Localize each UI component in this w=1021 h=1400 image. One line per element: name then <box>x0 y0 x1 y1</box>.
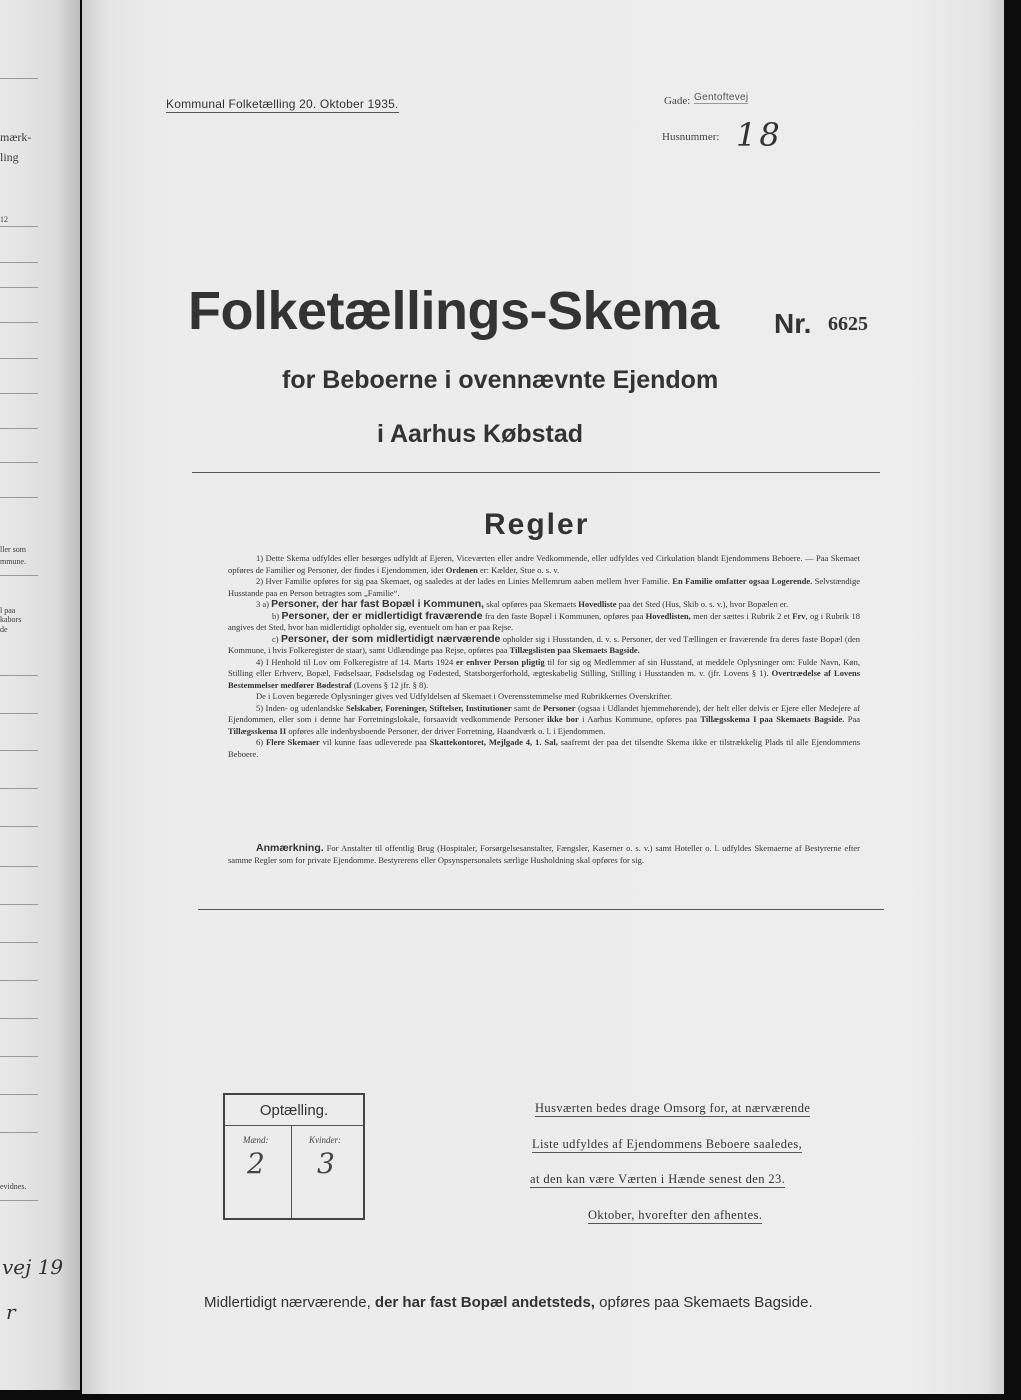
form-subtitle: for Beboerne i ovennævnte Ejendom <box>282 366 719 394</box>
left-page-fragment: ling <box>0 150 19 164</box>
left-page-rule <box>0 428 38 429</box>
left-page-rule <box>0 287 38 288</box>
left-page-rule <box>0 1056 38 1057</box>
left-page-rule <box>0 1094 38 1095</box>
left-page-fragment: mmune. <box>0 557 26 566</box>
previous-page-edge <box>0 0 80 1390</box>
women-label: Kvinder: <box>309 1135 341 1145</box>
left-page-rule <box>0 1018 38 1019</box>
left-page-rule <box>0 942 38 943</box>
left-page-rule <box>0 866 38 867</box>
women-count: 3 <box>317 1147 335 1180</box>
left-page-rule <box>0 675 38 676</box>
footer-note: Midlertidigt nærværende, der har fast Bopæl andetsteds, opføres paa Skemaets Bagside. <box>204 1294 813 1311</box>
left-page-rule <box>0 1132 38 1133</box>
rule-6: 6) Flere Skemaer vil kunne faas udleverede paa Skattekontoret, Mejlgade 4, 1. Sal, saafremt der paa det tilsendte Skema ikke er tilstrækkelig Plads til alle Ejendommens Beboere. <box>228 737 861 759</box>
form-number-label: Nr. <box>774 308 812 339</box>
left-page-rule <box>0 788 38 789</box>
form-title: Folketællings-Skema <box>188 281 719 341</box>
rule-1: 1) Dette Skema udfyldes eller besørges udfyldt af Ejeren, Viceværten eller andre Vedkommende, eller udfyldes ved Cirkulation blandt Ejendommens Beboere. — Paa Skemaet opføres de Familier og Personer, der findes i Ejendommen, idet Ordenen er: Kælder, Stue o. s. v. <box>228 553 860 575</box>
men-label: Mænd: <box>243 1135 269 1145</box>
rule-2: 2) Hver Familie opføres for sig paa Skemaet, og saaledes at der lades en Linies Mellemrum aaben mellem hver Familie. En Familie omfatter ogsaa Logerende. Selvstændige Husstande paa en Person betragtes som „Familie“. <box>228 576 861 598</box>
census-label: Kommunal Folketælling 20. Oktober 1935. <box>166 97 399 111</box>
left-page-rule <box>0 575 38 576</box>
form-number: 6625 <box>828 313 868 335</box>
form-location: i Aarhus Købstad <box>377 420 584 448</box>
left-page-rule <box>0 750 38 751</box>
left-page-rule <box>0 226 38 227</box>
rules-heading: Regler <box>484 508 590 541</box>
left-page-fragment: kabors <box>0 615 22 624</box>
census-form-page <box>82 0 1004 1394</box>
left-page-fragment: ller som <box>0 545 26 554</box>
left-page-rule <box>0 393 38 394</box>
left-page-fragment: l paa <box>0 606 16 615</box>
street-label: Gade: <box>664 95 691 107</box>
left-page-rule <box>0 904 38 905</box>
left-page-rule <box>0 78 38 79</box>
left-page-rule <box>0 826 38 827</box>
rule-3a: 3 a) Personer, der har fast Bopæl i Kommunen, skal opføres paa Skemaets Hovedliste paa det Sted (Hus, Skib o. s. v.), hvor Bopælen er. <box>256 598 789 610</box>
left-page-handwriting: r <box>6 1300 16 1324</box>
tally-box <box>223 1093 365 1220</box>
notice-line-1: Husværten bedes drage Omsorg for, at nærværende <box>535 1101 811 1115</box>
street-stamp: Gentoftevej <box>694 92 749 103</box>
notice-line-2: Liste udfyldes af Ejendommens Beboere saaledes, <box>532 1137 803 1151</box>
rules-text <box>228 553 860 760</box>
remark-text: For Anstalter til offentlig Brug (Hospitaler, Forsørgelsesanstalter, Fængsler, Kaserner o. s. v.) samt Hoteller o. l. udfyldes Skemaerne af Bestyrerne efter samme Regler som for private Ejendomme. Bestyrerens eller Opsynspersonalets særlige Husholdning skal opføres for sig. <box>228 843 860 865</box>
left-page-rule <box>0 713 38 714</box>
men-count: 2 <box>247 1147 265 1180</box>
left-page-rule <box>0 497 38 498</box>
remark-paragraph <box>228 843 860 866</box>
left-page-fragment: mærk- <box>0 130 32 144</box>
left-page-fragment: evidnes. <box>0 1182 27 1191</box>
left-page-fragment: de <box>0 625 8 634</box>
notice-line-3: at den kan være Værten i Hænde senest den 23. <box>530 1172 786 1186</box>
left-page-fragment: 12 <box>0 215 8 224</box>
left-page-handwriting: vej 19 <box>2 1255 64 1279</box>
divider-rule <box>198 909 884 910</box>
left-page-rule <box>0 358 38 359</box>
left-page-rule <box>0 322 38 323</box>
left-page-rule <box>0 1200 38 1201</box>
divider-rule <box>192 472 880 473</box>
left-page-rule <box>0 262 38 263</box>
rule-4-line2: De i Loven begærede Oplysninger gives ved Udfyldelsen af Skemaet i Overensstemmelse med Rubrikkernes Overskrifter. <box>256 691 673 701</box>
remark-label: Anmærkning. <box>256 842 324 854</box>
notice-line-4: Oktober, hvorefter den afhentes. <box>588 1208 763 1222</box>
left-page-rule <box>0 980 38 981</box>
rule-4: 4) I Henhold til Lov om Folkeregistre af 14. Marts 1924 er enhver Person pligtig til for sig og Medlemmer af sin Husstand, at meddele Oplysninger om: Fulde Navn, Køn, Stilling eller Erhverv, Bopæl, Fødselsaar, Fødselsdag og Fødested, Statsborgerforhold, ægteskabelig Stilling, Stilling i Husstanden m. v. (jfr. Lovens § 1). Overtrædelse af Lovens Bestemmelser medfører Bødestraf (Lovens § 12 jfr. § 8). <box>228 656 861 690</box>
rule-3c: c) Personer, der som midlertidigt nærværende opholder sig i Husstanden, d. v. s. Personer, der ved Tællingen er fraværende fra deres faste Bopæl (den Kommune, i hvis Folkeregister de staar), samt Udlændinge paa Rejse, opføres paa Tillægslisten paa Skemaets Bagside. <box>228 632 861 655</box>
rule-5: 5) Inden- og udenlandske Selskaber, Foreninger, Stiftelser, Institutioner samt de Personer (ogsaa i Udlandet hjemmehørende), der helt eller delvis er Ejere eller Medejere af Ejendommen, eller som i denne har Forretningslokale, forsaavidt vedkommende Personer ikke bor i Aarhus Kommune, opføres paa Tillægsskema I paa Skemaets Bagside. Paa Tillægsskema II opføres alle indenbysboende Personer, der driver Forretning, Haandværk o. l. i Ejendommen. <box>228 702 861 736</box>
tally-title: Optælling. <box>225 1095 363 1126</box>
rule-3b: b) Personer, der er midlertidigt fraværende fra den faste Bopæl i Kommunen, opføres paa Hovedlisten, men der sættes i Rubrik 2 et Frv, og i Rubrik 18 angives det Sted, hvor han midlertidigt opholder sig, eventuelt om han er paa Rejse. <box>228 609 860 632</box>
left-page-rule <box>0 462 38 463</box>
house-number-handwritten: 18 <box>736 116 783 154</box>
house-number-label: Husnummer: <box>662 131 720 143</box>
tally-divider <box>291 1126 292 1218</box>
